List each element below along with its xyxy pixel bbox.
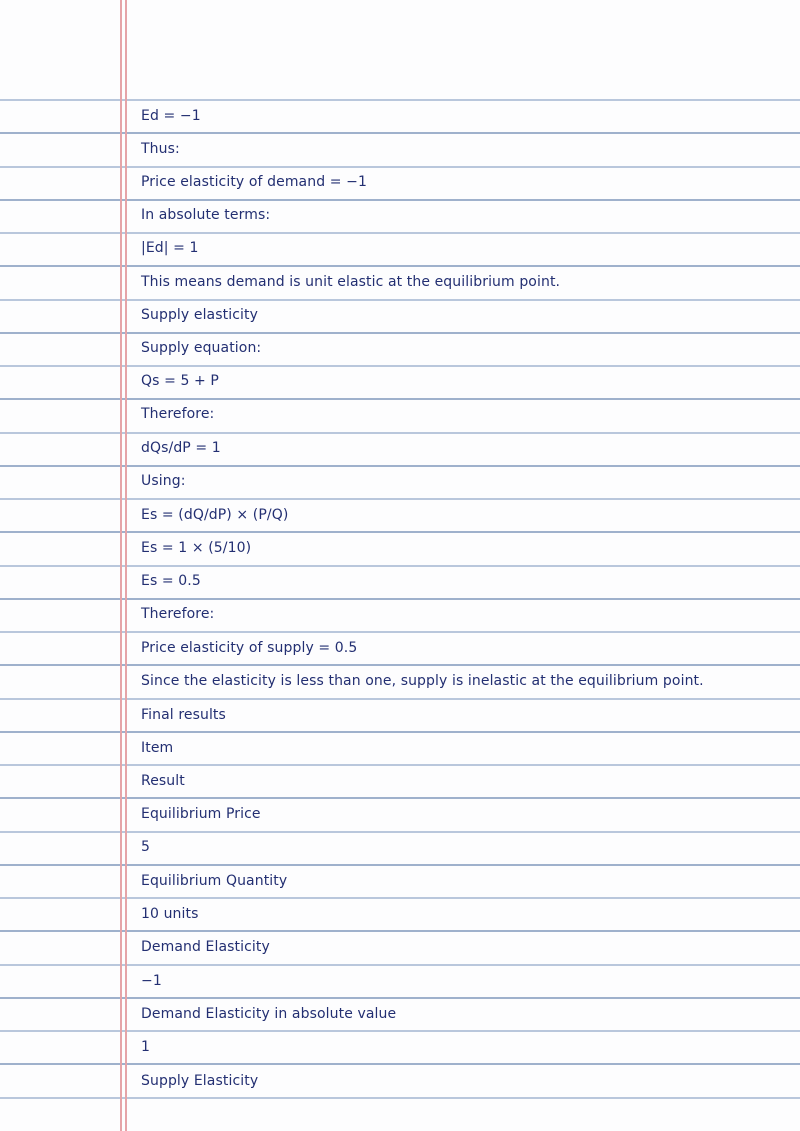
text-line: Demand Elasticity in absolute value — [141, 1006, 397, 1022]
text-line: Since the elasticity is less than one, supply is inelastic at the equilibrium point. — [141, 673, 704, 689]
text-line: −1 — [141, 973, 162, 989]
text-line: Es = (dQ/dP) × (P/Q) — [141, 507, 289, 523]
text-line: Supply elasticity — [141, 307, 258, 323]
text-line: Item — [141, 740, 174, 756]
text-line: 5 — [141, 839, 151, 855]
text-line: Supply equation: — [141, 340, 262, 356]
text-line: dQs/dP = 1 — [141, 440, 221, 456]
text-line: 1 — [141, 1039, 151, 1055]
text-line: Price elasticity of supply = 0.5 — [141, 640, 358, 656]
text-line: This means demand is unit elastic at the equilibrium point. — [141, 274, 561, 290]
text-line: Final results — [141, 707, 226, 723]
text-line: Therefore: — [141, 406, 215, 422]
text-line: Demand Elasticity — [141, 939, 270, 955]
text-line: Using: — [141, 473, 186, 489]
text-line: |Ed| = 1 — [141, 240, 199, 256]
text-line: 10 units — [141, 906, 199, 922]
text-line: Qs = 5 + P — [141, 373, 219, 389]
text-line: Supply Elasticity — [141, 1073, 259, 1089]
text-line: Therefore: — [141, 606, 215, 622]
text-line: In absolute terms: — [141, 207, 271, 223]
text-line: Es = 1 × (5/10) — [141, 540, 252, 556]
text-line: Thus: — [141, 141, 180, 157]
text-line: Equilibrium Quantity — [141, 873, 288, 889]
text-line: Equilibrium Price — [141, 806, 261, 822]
text-line: Price elasticity of demand = −1 — [141, 174, 367, 190]
text-line: Ed = −1 — [141, 108, 201, 124]
text-line: Result — [141, 773, 185, 789]
text-line: Es = 0.5 — [141, 573, 201, 589]
